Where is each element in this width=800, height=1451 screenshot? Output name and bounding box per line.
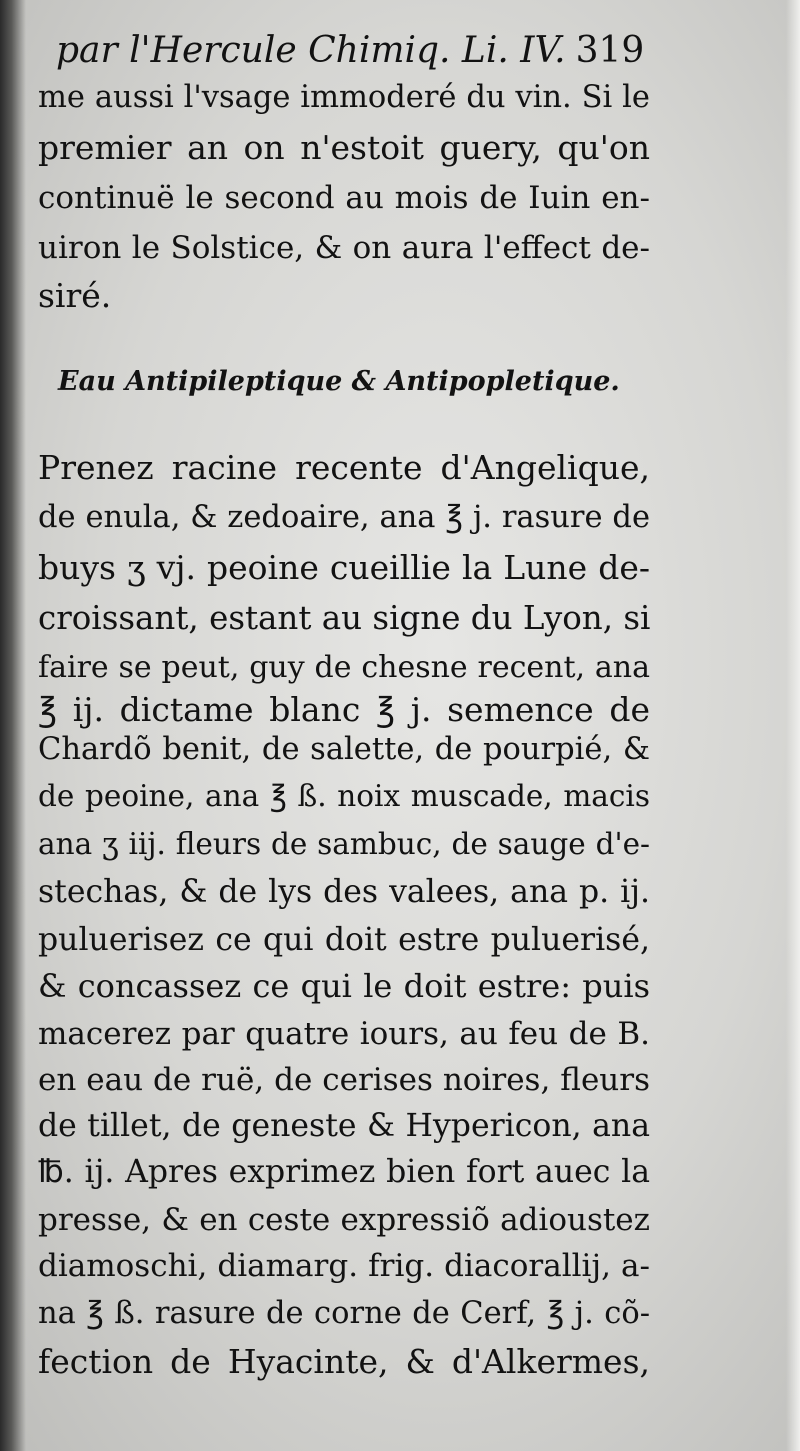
- text-line: premier an on n'estoit guery, qu'on: [38, 128, 650, 167]
- text-line: fection de Hyacinte, & d'Alkermes,: [38, 1342, 650, 1381]
- text-line: diamoschi, diamarg. frig. diacorallij, a-: [38, 1248, 650, 1284]
- text-line: stechas, & de lys des valees, ana p. ij.: [38, 874, 650, 910]
- text-line: de enula, & zedoaire, ana ℥ j. rasure de: [38, 500, 650, 535]
- text-line: siré.: [38, 276, 112, 315]
- text-line: Prenez racine recente d'Angelique,: [38, 448, 650, 487]
- text-line: na ℥ ß. rasure de corne de Cerf, ℥ j. cõ-: [38, 1296, 650, 1331]
- section-title: Eau Antipileptique & Antipopletique.: [58, 366, 620, 397]
- text-line: macerez par quatre iours, au feu de B.: [38, 1016, 650, 1052]
- text-line: ℥ ij. dictame blanc ℥ j. semence de: [38, 690, 650, 729]
- text-line: ana ʒ iij. fleurs de sambuc, de sauge d'e-: [38, 827, 650, 861]
- page-edge: [786, 0, 800, 1451]
- text-line: en eau de ruë, de cerises noires, fleurs: [38, 1062, 650, 1098]
- page-number: 319: [575, 30, 645, 71]
- text-line: croissant, estant au signe du Lyon, si: [38, 599, 651, 637]
- text-line: me aussi l'vsage immoderé du vin. Si le: [38, 80, 650, 115]
- text-line: presse, & en ceste expressiõ adioustez: [38, 1202, 650, 1238]
- text-line: faire se peut, guy de chesne recent, ana: [38, 650, 650, 685]
- text-line: uiron le Solstice, & on aura l'effect de-: [38, 230, 650, 266]
- running-title: par l'Hercule Chimiq. Li. IV.: [56, 30, 566, 71]
- text-line: continuë le second au mois de Iuin en-: [38, 180, 650, 216]
- text-line: de tillet, de geneste & Hypericon, ana: [38, 1108, 650, 1144]
- text-line: ℔. ij. Apres exprimez bien fort auec la: [38, 1154, 650, 1190]
- text-line: de peoine, ana ℥ ß. noix muscade, macis: [38, 779, 650, 813]
- binding-shadow: [0, 0, 26, 1451]
- running-header: [56, 28, 650, 74]
- text-line: puluerisez ce qui doit estre puluerisé,: [38, 922, 650, 958]
- text-line: buys ʒ vj. peoine cueillie la Lune de-: [38, 548, 650, 587]
- text-line: & concassez ce qui le doit estre: puis: [38, 967, 650, 1005]
- text-line: Chardõ benit, de salette, de pourpié, &: [38, 732, 650, 767]
